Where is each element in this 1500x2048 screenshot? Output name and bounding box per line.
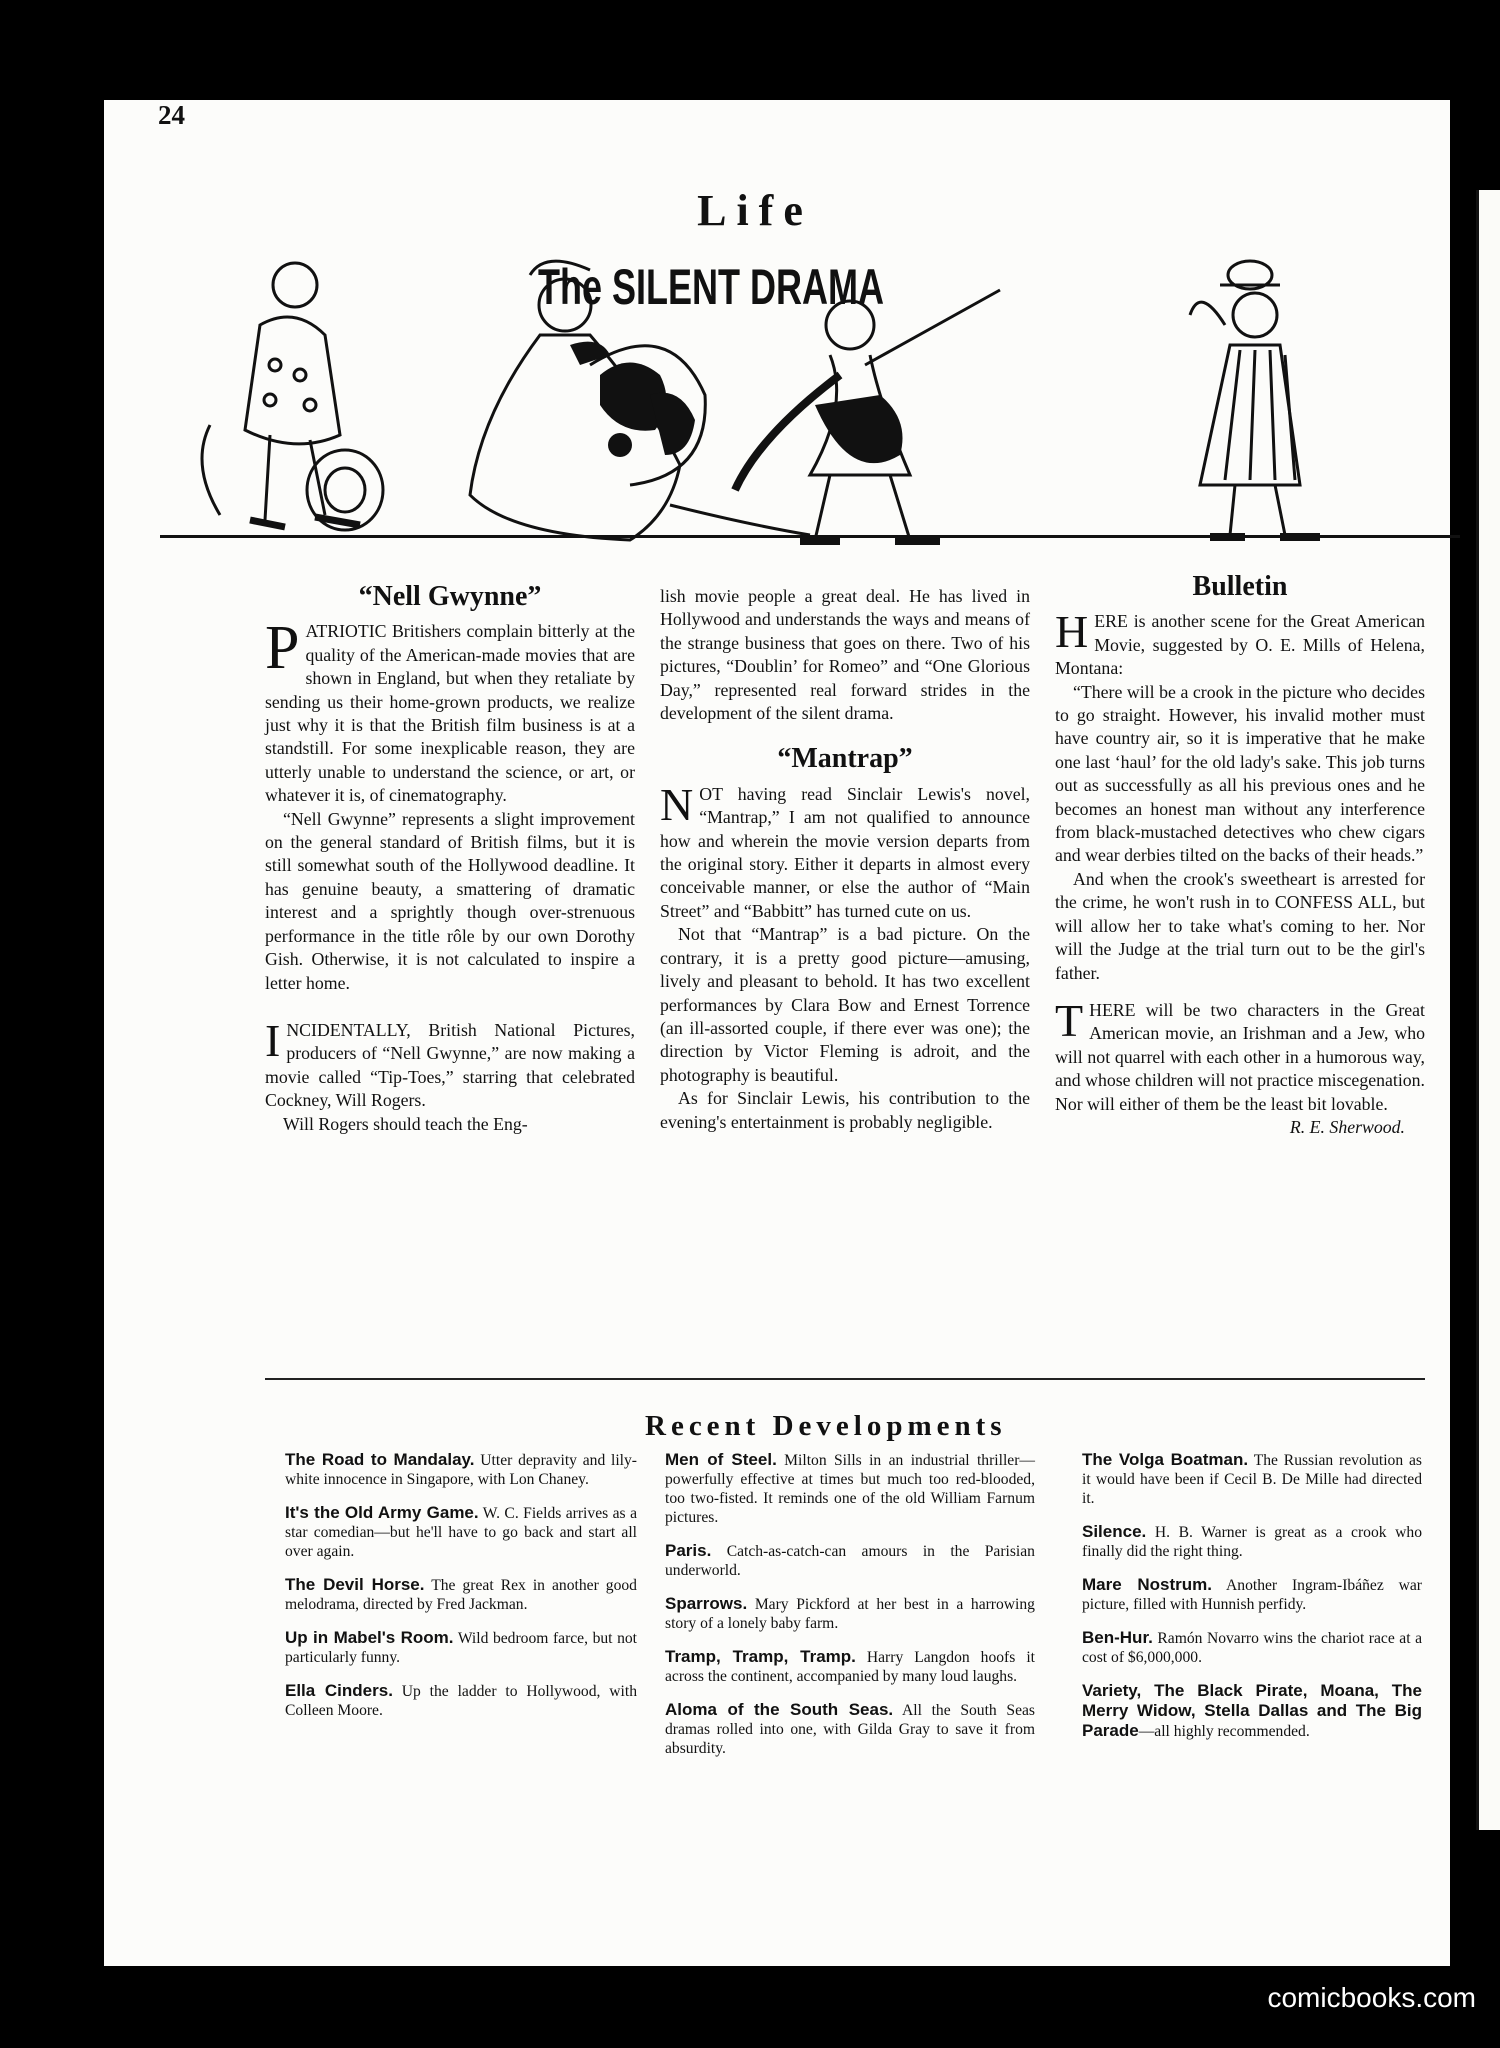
recent-column-3 [1082,1450,1422,1755]
review-item: Mare Nostrum. Another Ingram-Ibáñez war picture, filled with Hunnish perfidy. [1082,1575,1422,1613]
column-1 [265,581,635,1136]
review-item: The Devil Horse. The great Rex in another good melodrama, directed by Fred Jackman. [285,1575,637,1613]
article-paragraph: And when the crook's sweetheart is arrested for the crime, he won't rush in to CONFESS ALL, but will allow her to take what's coming to her. Nor will the Judge at the trial turn out to be the girl's father. [1055,868,1425,983]
article-paragraph: Not that “Mantrap” is a bad picture. On the contrary, it is a pretty good picture—amusing, lively and pleasant to behold. It has two excellent performances by Clara Bow and Ernest Torrence (an ill-assorted couple, if there ever was one); the direction by Victor Fleming is adroit, and the photography is beautiful. [660,924,1030,1085]
article-title-bulletin: Bulletin [1192,571,1288,602]
drop-cap: H [1055,606,1089,658]
review-item: Tramp, Tramp, Tramp. Harry Langdon hoofs it across the continent, accompanied by many loud laughs. [665,1647,1035,1685]
drop-cap: P [265,614,300,683]
review-item: Ella Cinders. Up the ladder to Hollywood, with Colleen Moore. [285,1681,637,1719]
review-item: Ben-Hur. Ramón Novarro wins the chariot race at a cost of $6,000,000. [1082,1628,1422,1666]
recent-developments-header: Recent Developments [645,1410,1007,1442]
header-baseline-rule [160,535,1460,538]
review-item: Men of Steel. Milton Sills in an industrial thriller—powerfully effective at times but much too red-blooded, too two-fisted. It reminds one of the old William Farnum pictures. [665,1450,1035,1526]
review-item: Paris. Catch-as-catch-can amours in the Parisian underworld. [665,1541,1035,1579]
magazine-title: Life [697,186,813,235]
review-item: Aloma of the South Seas. All the South Seas dramas rolled into one, with Gilda Gray to save it from absurdity. [665,1700,1035,1757]
review-item: The Volga Boatman. The Russian revolution as it would have been if Cecil B. De Mille had directed it. [1082,1450,1422,1507]
recent-column-1 [285,1450,637,1734]
article-paragraph: “There will be a crook in the picture who decides to go straight. However, his invalid mother must have country air, so it is imperative that he make one last ‘haul’ for the old lady's sake. This job turns out as successfully as all his previous ones and he becomes an honest man without any interference from black-mustached detectives who chew cigars and wear derbies tilted on the backs of their heads.” [1055,681,1425,866]
article-paragraph: HERE is another scene for the Great American Movie, suggested by O. E. Mills of Helena, Montana: [1055,606,1425,679]
watermark: comicbooks.com [1267,1982,1476,2013]
column-3 [1055,571,1425,1139]
review-item: Up in Mabel's Room. Wild bedroom farce, but not particularly funny. [285,1628,638,1666]
drop-cap: I [265,1014,281,1066]
review-item: It's the Old Army Game. W. C. Fields arrives as a star comedian—but he'll have to go back and start all over again. [285,1503,637,1560]
drop-cap: T [1055,994,1084,1046]
section-divider [265,1378,1425,1380]
recent-column-2 [665,1450,1035,1772]
adjacent-page-edge [1476,190,1500,1830]
article-paragraph: Will Rogers should teach the Eng- [283,1113,528,1134]
article-paragraph: “Nell Gwynne” represents a slight improvement on the general standard of British films, but it is still somewhat south of the Hollywood deadline. It has genuine beauty, a smattering of dramatic interest and a sprightly though over-strenuous performance in the title rôle by our own Dorothy Gish. Otherwise, it is not calculated to inspire a letter home. [265,808,635,993]
department-title: The SILENT DRAMA [538,259,884,315]
article-title-nell-gwynne: “Nell Gwynne” [358,581,542,612]
review-item: Silence. H. B. Warner is great as a crook who finally did the right thing. [1082,1522,1422,1560]
article-paragraph: As for Sinclair Lewis, his contribution to the evening's entertainment is probably negligible. [660,1088,1030,1132]
page-number: 24 [158,100,185,130]
article-paragraph: PATRIOTIC Britishers complain bitterly at the quality of the American-made movies that are shown in England, but when they retaliate by sending us their home-grown products, we realize just why it is that the British film business is at a standstill. For some inexplicable reason, they are utterly unable to understand the science, or art, or whatever it is, of cinematography. [265,614,635,806]
review-item: The Road to Mandalay. Utter depravity and lily-white innocence in Singapore, with Lon Chaney. [285,1450,637,1488]
article-paragraph: lish movie people a great deal. He has lived in Hollywood and understands the ways and means of the strange business that goes on there. Two of his pictures, “Doublin’ for Romeo” and “One Glorious Day,” represented real forward strides in the development of the silent drama. [660,586,1030,724]
review-item: Sparrows. Mary Pickford at her best in a harrowing story of a lonely baby farm. [665,1594,1035,1632]
article-paragraph: INCIDENTALLY, British National Pictures, producers of “Nell Gwynne,” are now making a movie called “Tip-Toes,” starring that celebrated Cockney, Will Rogers. [265,1014,635,1111]
drop-cap: N [660,778,694,830]
article-title-mantrap: “Mantrap” [777,743,913,775]
article-paragraph: THERE will be two characters in the Great American movie, an Irishman and a Jew, who will not quarrel with each other in a humorous way, and whose children will not practice miscegenation. Nor will either of them be the least bit lovable. [1055,994,1425,1114]
column-2 [660,585,1030,1134]
byline: R. E. Sherwood. [1289,1116,1405,1137]
article-paragraph: NOT having read Sinclair Lewis's novel, “Mantrap,” I am not qualified to announce how and wherein the movie version departs from the original story. Either it departs in almost every conceivable manner, or else the author of “Main Street” and “Babbitt” has turned cute on us. [660,778,1030,921]
review-item: Variety, The Black Pirate, Moana, The Merry Widow, Stella Dallas and The Big Parade—all highly recommended. [1082,1681,1422,1740]
